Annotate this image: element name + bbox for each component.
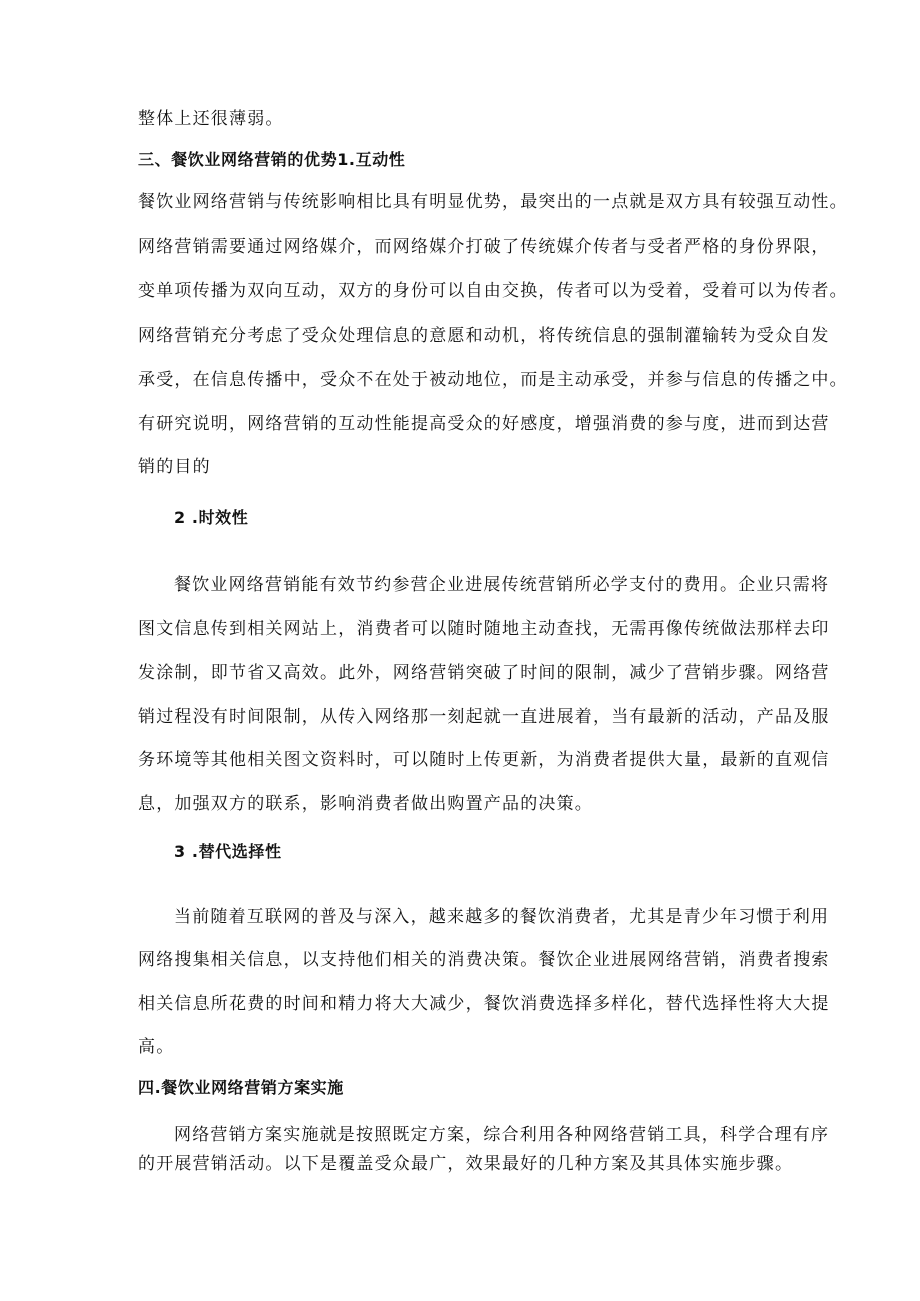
subheading-timeliness: 2 .时效性 <box>174 508 249 527</box>
text-line-21: 高。 <box>138 1037 175 1057</box>
text-line-14: 销过程没有时间限制，从传入网络那一刻起就一直进展着，当有最新的活动，产品及服 <box>138 707 830 727</box>
text-line-1: 整体上还很薄弱。 <box>138 109 284 129</box>
text-line-24: 的开展营销活动。以下是覆盖受众最广，效果最好的几种方案及其具体实施步骤。 <box>138 1154 794 1174</box>
text-line-4: 网络营销需要通过网络媒介，而网络媒介打破了传统媒介传者与受者严格的身份界限， <box>138 237 830 257</box>
text-line-16: 息，加强双方的联系，影响消费者做出购置产品的决策。 <box>138 794 593 814</box>
text-line-7: 承受，在信息传播中，受众不在处于被动地位，而是主动承受，并参与信息的传播之中。 <box>138 370 848 390</box>
text-line-18: 当前随着互联网的普及与深入，越来越多的餐饮消费者，尤其是青少年习惯于利用 <box>174 907 830 927</box>
text-line-8: 有研究说明，网络营销的互动性能提高受众的好感度，增强消费的参与度，进而到达营 <box>138 414 830 434</box>
section-heading-advantages: 三、餐饮业网络营销的优势1.互动性 <box>138 150 406 169</box>
section-heading-implementation: 四.餐饮业网络营销方案实施 <box>138 1078 344 1097</box>
text-line-23: 网络营销方案实施就是按照既定方案，综合利用各种网络营销工具，科学合理有序 <box>174 1125 830 1145</box>
subheading-alternatives: 3 .替代选择性 <box>174 842 282 861</box>
text-line-19: 网络搜集相关信息，以支持他们相关的消费决策。餐饮企业进展网络营销，消费者搜索 <box>138 950 830 970</box>
text-line-3: 餐饮业网络营销与传统影响相比具有明显优势，最突出的一点就是双方具有较强互动性。 <box>138 192 848 212</box>
text-line-11: 餐饮业网络营销能有效节约参营企业进展传统营销所必学支付的费用。企业只需将 <box>174 575 830 595</box>
text-line-5: 变单项传播为双向互动，双方的身份可以自由交换，传者可以为受着，受着可以为传者。 <box>138 281 848 301</box>
text-line-13: 发涂制，即节省又高效。此外，网络营销突破了时间的限制，减少了营销步骤。网络营 <box>138 663 830 683</box>
text-line-6: 网络营销充分考虑了受众处理信息的意愿和动机，将传统信息的强制灌输转为受众自发 <box>138 326 830 346</box>
text-line-15: 务环境等其他相关图文资料时，可以随时上传更新，为消费者提供大量，最新的直观信 <box>138 750 830 770</box>
text-line-20: 相关信息所花费的时间和精力将大大减少，餐饮消费选择多样化，替代选择性将大大提 <box>138 994 830 1014</box>
text-line-9: 销的目的 <box>138 457 211 477</box>
text-line-12: 图文信息传到相关网站上，消费者可以随时随地主动查找，无需再像传统做法那样去印 <box>138 619 830 639</box>
